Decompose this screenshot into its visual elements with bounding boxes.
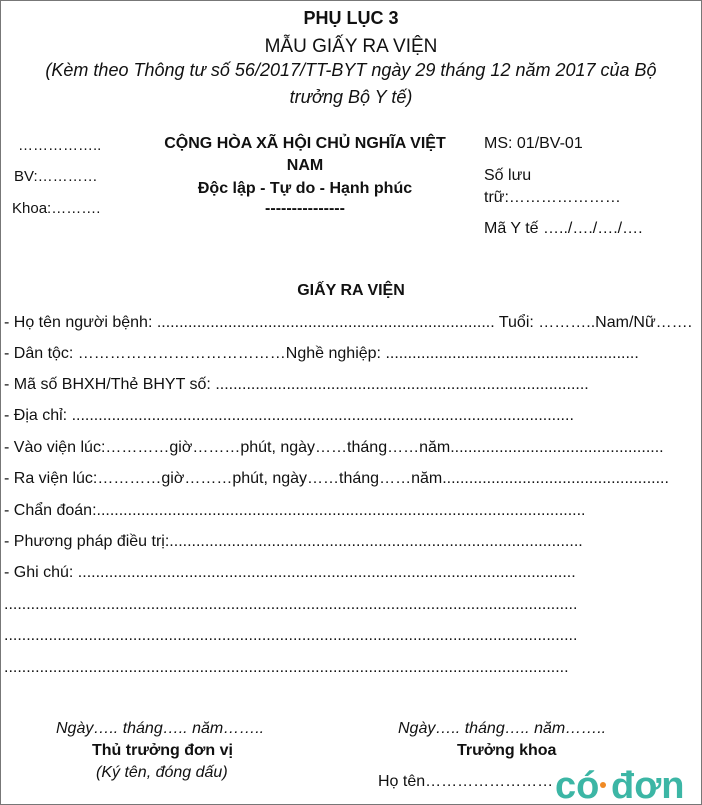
discharge-time-line: - Ra viện lúc:…………giờ………phút, ngày……tháng……năm................................................... [4,470,669,487]
nation-motto: Độc lập - Tự do - Hạnh phúc [197,180,413,197]
form-name: MẪU GIẤY RA VIỆN [264,36,438,57]
khoa-field: Khoa:………. [12,200,101,217]
codon-logo [555,764,700,804]
ms-code: MS: 01/BV-01 [484,135,583,152]
nation-name-line1: CỘNG HÒA XÃ HỘI CHỦ NGHĨA VIỆT [164,135,446,152]
storage-label: Số lưu [484,167,532,184]
insurance-line: - Mã số BHXH/Thẻ BHYT số: .................................................................................... [4,376,589,393]
nation-name-line2: NAM [286,157,324,174]
ethnicity-line: - Dân tộc: …………………………………Nghề nghiệp: ......................................................... [4,345,639,362]
diagnosis-line: - Chẩn đoán:.............................................................................................................. [4,502,586,519]
motto-rule: --------------- [265,200,345,217]
notes-extra-line: ................................................................................................................................. [4,596,578,613]
full-name-field: Họ tên…………………… [378,773,554,790]
document-title: GIẤY RA VIỆN [297,282,405,299]
logo-dot [600,782,606,788]
notes-line: - Ghi chú: ................................................................................................................ [4,564,576,581]
notes-extra-line: ............................................................................................................................... [4,659,569,676]
address-line: - Địa chỉ: ................................................................................................................. [4,407,574,424]
notes-extra-line: ................................................................................................................................. [4,627,578,644]
department-head-title: Trưởng khoa [457,742,557,759]
reference-line-1: (Kèm theo Thông tư số 56/2017/TT-BYT ngày 29 tháng 12 năm 2017 của Bộ [45,60,657,80]
logo-text-co: có [555,765,600,804]
sign-stamp-note: (Ký tên, đóng dấu) [96,764,228,781]
treatment-line: - Phương pháp điều trị:............................................................................................. [4,533,583,550]
bv-field: BV:………… [14,168,98,185]
appendix-title: PHỤ LỤC 3 [303,8,399,28]
right-date: Ngày….. tháng….. năm…….. [398,720,607,737]
reference-line-2: trưởng Bộ Y tế) [289,87,413,107]
patient-name-line: - Họ tên người bệnh: ............................................................................ Tuổi: ………..Nam/Nữ……. [4,314,693,331]
left-date: Ngày….. tháng….. năm…….. [56,720,265,737]
storage-field: trữ:………………… [484,189,621,206]
logo-text-don: đơn [611,765,685,804]
unit-dots: …………….. [18,137,102,154]
health-code-field: Mã Y tế …../…./…./…. [484,220,643,237]
admission-time-line: - Vào viện lúc:…………giờ………phút, ngày……tháng……năm................................................ [4,439,664,456]
unit-head-title: Thủ trưởng đơn vị [92,742,233,759]
